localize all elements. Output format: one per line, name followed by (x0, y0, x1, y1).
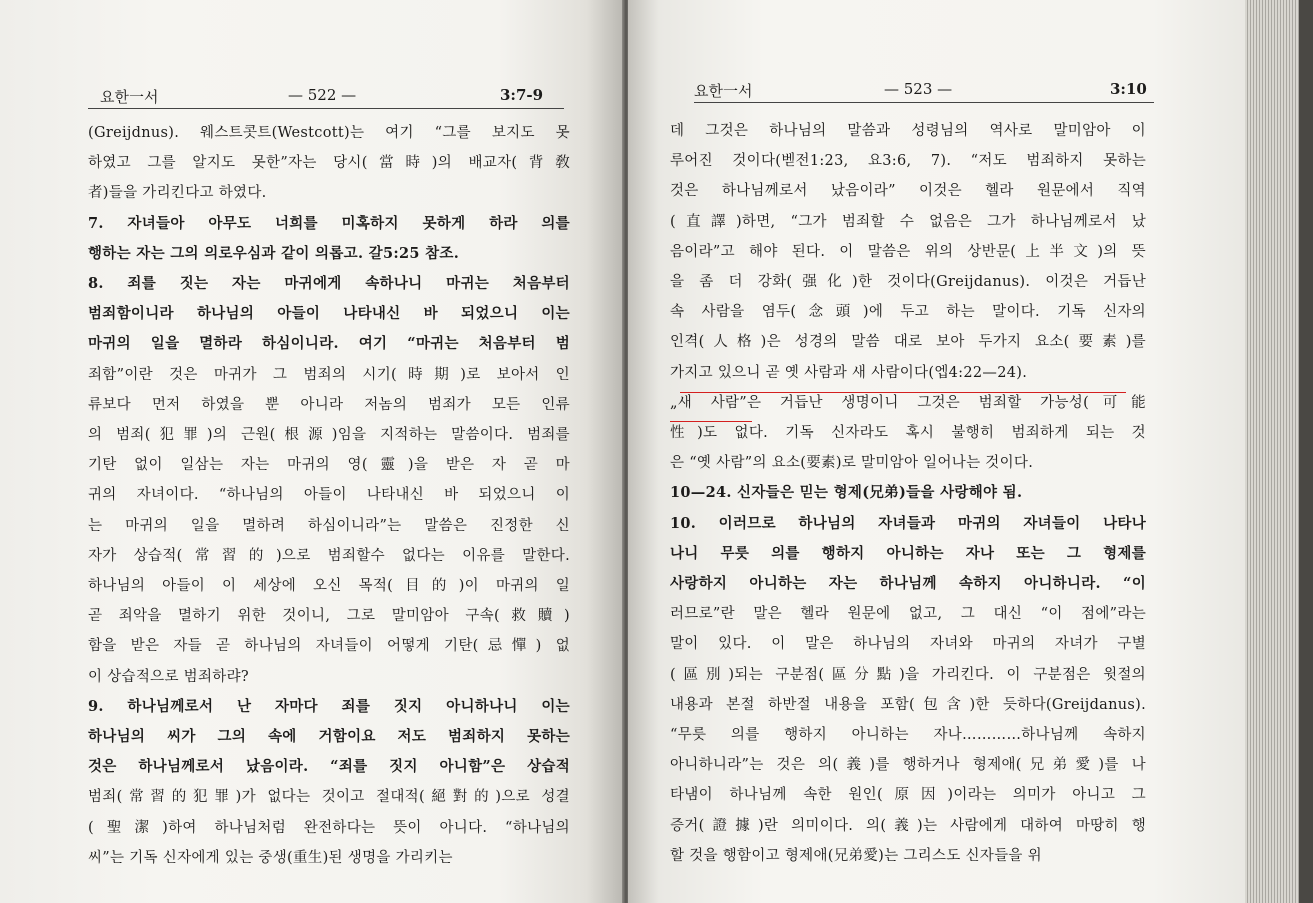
text-line: 7. 자녀들아 아무도 너희를 미혹하지 못하게 하라 의를 (88, 214, 570, 232)
text-line: 것은 하나님께로서 났음이라. “죄를 짓지 아니함”은 상습적 (88, 758, 570, 776)
text-line: “무릇 의를 행하지 아니하는 자나…………하나님께 속하지 (670, 727, 1146, 743)
red-underline-upper (680, 392, 1126, 393)
text-line: 하나님의 씨가 그의 속에 거함이요 저도 범죄하지 못하는 (88, 728, 570, 745)
text-line: 함을 받은 자들 곧 하나님의 자녀들이 어떻게 기탄(忌憚) 없 (88, 638, 570, 655)
text-line: 사랑하지 아니하는 자는 하나님께 속하지 아니하니라. “이 (670, 575, 1146, 592)
left-page (0, 0, 624, 903)
text-line: 10. 이러므로 하나님의 자녀들과 마귀의 자녀들이 나타나 (670, 514, 1146, 532)
red-underline-lower (670, 421, 752, 422)
text-line: 음이라”고 해야 된다. 이 말씀은 위의 상반문(上半文)의 뜻 (670, 243, 1146, 260)
text-line: 9. 하나님께로서 난 자마다 죄를 짓지 아니하나니 이는 (88, 697, 570, 715)
text-line: 은 “옛 사람”의 요소(要素)로 말미암아 일어나는 것이다. (670, 455, 1034, 472)
text-line: 귀의 자녀이다. “하나님의 아들이 나타내신 바 되었으니 이 (88, 487, 570, 504)
text-line: 하나님의 아들이 이 세상에 오신 목적(目的)이 마귀의 일 (88, 578, 570, 594)
text-line: (直譯)하면, “그가 범죄할 수 없음은 그가 하나님께로서 났 (670, 213, 1146, 230)
text-line: 할 것을 행함이고 형제애(兄弟愛)는 그리스도 신자들을 위 (670, 847, 1042, 864)
text-line: 가지고 있으니 곧 옛 사람과 새 사람이다(엡4:22—24). (670, 364, 1028, 381)
text-line: 범죄(常習的犯罪)가 없다는 것이고 절대적(絕對的)으로 성결 (88, 789, 570, 806)
text-line: 자가 상습적(常習的)으로 범죄할수 없다는 이유를 말한다. (88, 547, 570, 564)
text-line: 8. 죄를 짓는 자는 마귀에게 속하나니 마귀는 처음부터 (88, 275, 570, 292)
text-line: 루어진 것이다(벧전1:23, 요3:6, 7). “저도 범죄하지 못하는 (670, 153, 1146, 170)
text-line: 행하는 자는 그의 의로우심과 같이 의롭고. 갈5:25 참조. (88, 244, 460, 262)
left-header-rule (88, 108, 564, 109)
text-line: 나니 무릇 의를 행하지 아니하는 자나 또는 그 형제를 (670, 544, 1146, 562)
text-line: 의 범죄(犯罪)의 근원(根源)임을 지적하는 말씀이다. 범죄를 (88, 427, 570, 443)
text-line: 者)들을 가리킨다고 하였다. (88, 185, 267, 202)
text-line: 이 상습적으로 범죄하랴? (88, 668, 249, 685)
text-line: 타냄이 하나님께 속한 원인(原因)이라는 의미가 아니고 그 (670, 787, 1146, 804)
text-line: 류보다 먼저 하였을 뿐 아니라 저놈의 범죄가 모든 인류 (88, 396, 570, 413)
text-line: 내용과 본절 하반절 내용을 포함(包含)한 듯하다(Greijdanus). (670, 696, 1146, 713)
text-line: „새 사람”은 거듭난 생명이니 그것은 범죄할 가능성(可能 (670, 394, 1146, 411)
text-line: 것은 하나님께로서 났음이라” 이것은 헬라 원문에서 직역 (670, 183, 1146, 200)
text-line: 기탄 없이 일삼는 자는 마귀의 영(靈)을 받은 자 곧 마 (88, 457, 570, 474)
right-verse-ref: 3:10 (1110, 80, 1147, 98)
right-header-rule (694, 102, 1154, 103)
text-line: 말이 있다. 이 말은 하나님의 자녀와 마귀의 자녀가 구별 (670, 636, 1146, 653)
text-line: (聖潔)하여 하나님처럼 완전하다는 뜻이 아니다. “하나님의 (88, 819, 570, 836)
text-line: 을 좀 더 강화(强化)한 것이다(Greijdanus). 이것은 거듭난 (670, 274, 1146, 290)
text-line: 인격(人格)은 성경의 말씀 대로 보아 두가지 요소(要素)를 (670, 334, 1146, 351)
right-running-head: 요한一서 (694, 82, 753, 100)
right-page-number: — 523 — (884, 80, 953, 98)
text-line: 는 마귀의 일을 멸하려 하심이니라”는 말씀은 진정한 신 (88, 517, 570, 534)
text-line: 씨”는 기독 신자에게 있는 중생(重生)된 생명을 가리키는 (88, 849, 453, 866)
text-line: 러므로”란 말은 헬라 원문에 없고, 그 대신 “이 점에”라는 (670, 606, 1146, 623)
text-line: (Greijdnus). 웨스트콧트(Westcott)는 여기 “그를 보지도 못 (88, 125, 570, 141)
text-line: 죄함”이란 것은 마귀가 그 범죄의 시기(時期)로 보아서 인 (88, 366, 570, 383)
text-line: (區別)되는 구분점(區分點)을 가리킨다. 이 구분점은 윗절의 (670, 666, 1146, 683)
page-edges (1245, 0, 1313, 903)
text-line: 속 사람을 염두(念頭)에 두고 하는 말이다. 기독 신자의 (670, 304, 1146, 321)
text-line: 범죄함이니라 하나님의 아들이 나타내신 바 되었으니 이는 (88, 305, 570, 323)
text-line: 性)도 없다. 기독 신자라도 혹시 불행히 범죄하게 되는 것 (670, 425, 1146, 441)
text-line: 하였고 그를 알지도 못한”자는 당시(當時)의 배교자(背敎 (88, 155, 570, 172)
text-line: 곧 죄악을 멸하기 위한 것이니, 그로 말미암아 구속(救贖) (88, 608, 570, 625)
left-verse-ref: 3:7-9 (500, 86, 544, 104)
text-line: 10—24. 신자들은 믿는 형제(兄弟)들을 사랑해야 됨. (670, 484, 1023, 502)
text-line: 데 그것은 하나님의 말씀과 성령님의 역사로 말미암아 이 (670, 123, 1146, 139)
left-page-number: — 522 — (288, 86, 357, 104)
left-running-head: 요한一서 (100, 88, 159, 106)
text-line: 증거(證據)란 의미이다. 의(義)는 사람에게 대하여 마땅히 행 (670, 817, 1146, 834)
right-page (628, 0, 1245, 903)
text-line: 아니하니라”는 것은 의(義)를 행하거나 형제애(兄弟愛)를 나 (670, 757, 1146, 774)
text-line: 마귀의 일을 멸하라 하심이니라. 여기 “마귀는 처음부터 범 (88, 335, 570, 353)
